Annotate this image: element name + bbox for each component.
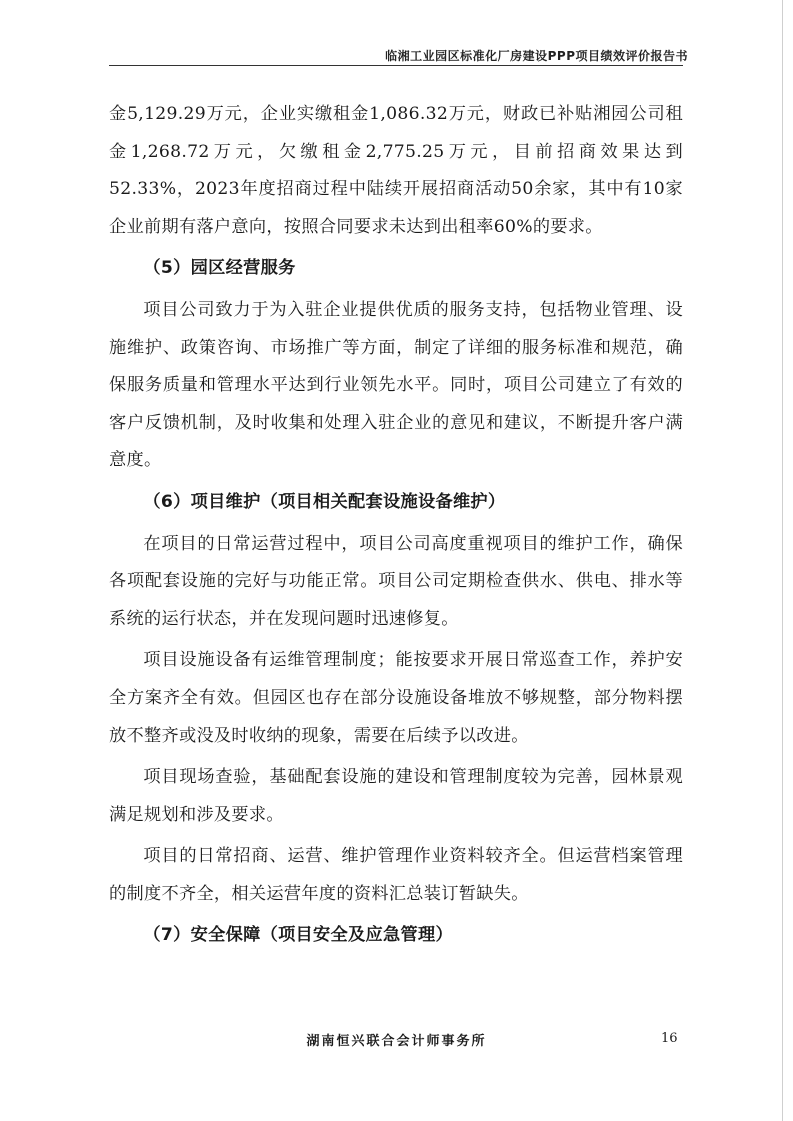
page-body — [109, 96, 683, 955]
page-number: 16 — [661, 1031, 678, 1046]
paragraph-maintenance-1: 在项目的日常运营过程中，项目公司高度重视项目的维护工作，确保各项配套设施的完好与功能正常。项目公司定期检查供水、供电、排水等系统的运行状态，并在发现问题时迅速修复。 — [109, 533, 683, 629]
paragraph-continuation: 金5,129.29万元，企业实缴租金1,086.32万元，财政已补贴湘园公司租金1,268.72万元，欠缴租金2,775.25万元，目前招商效果达到52.33%，2023年度招商过程中陆续开展招商活动50余家，其中有10家企业前期有落户意向，按照合同要求未达到出租率60%的要求。 — [109, 104, 683, 237]
heading-park-operation-service: （5）园区经营服务 — [143, 258, 296, 279]
running-header: 临湘工业园区标准化厂房建设PPP项目绩效评价报告书 — [385, 49, 688, 63]
paragraph-service: 项目公司致力于为入驻企业提供优质的服务支持，包括物业管理、设施维护、政策咨询、市场推广等方面，制定了详细的服务标准和规范，确保服务质量和管理水平达到行业领先水平。同时，项目公司建立了有效的客户反馈机制，及时收集和处理入驻企业的意见和建议，不断提升客户满意度。 — [109, 299, 683, 471]
heading-project-maintenance: （6）项目维护（项目相关配套设施设备维护） — [143, 491, 506, 512]
heading-safety-guarantee: （7）安全保障（项目安全及应急管理） — [143, 925, 453, 946]
header-rule — [109, 65, 683, 66]
paragraph-maintenance-3: 项目现场查验，基础配套设施的建设和管理制度较为完善，园林景观满足规划和涉及要求。 — [109, 767, 683, 825]
paragraph-maintenance-4: 项目的日常招商、运营、维护管理作业资料较齐全。但运营档案管理的制度不齐全，相关运营年度的资料汇总装订暂缺失。 — [109, 846, 683, 904]
paragraph-maintenance-2: 项目设施设备有运维管理制度；能按要求开展日常巡查工作，养护安全方案齐全有效。但园区也存在部分设施设备堆放不够规整，部分物料摆放不整齐或没及时收纳的现象，需要在后续予以改进。 — [109, 650, 683, 746]
footer-organization: 湖南恒兴联合会计师事务所 — [306, 1034, 487, 1049]
scan-edge-line — [782, 0, 783, 1121]
